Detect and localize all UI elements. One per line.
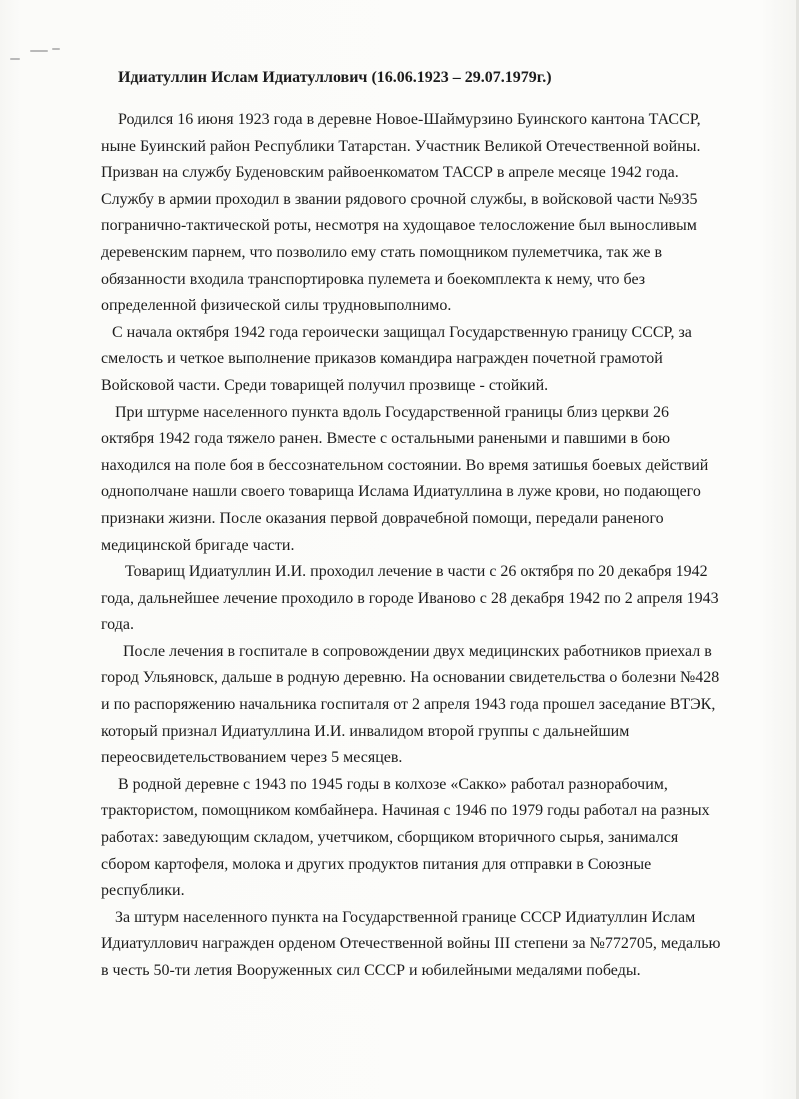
text-line: С начала октября 1942 года героически защищал Государственную границу СССР, за	[112, 323, 692, 341]
text-line: в честь 50-ти летия Вооруженных сил СССР и юбилейными медалями победы.	[101, 962, 641, 979]
text-line: При штурме населенного пункта вдоль Государственной границы близ церкви 26	[115, 403, 669, 421]
text-line: и по распоряжению начальника госпиталя от 2 апреля 1943 года прошел заседание ВТЭК,	[101, 696, 716, 714]
scan-smudge	[10, 58, 20, 60]
text-line: определенной физической силы трудновыполнимо.	[101, 297, 452, 315]
scan-smudge	[52, 48, 60, 50]
text-line: сбором картофеля, молока и других продуктов питания для отправки в Союзные	[101, 855, 652, 873]
text-line: года.	[101, 616, 134, 634]
text-line: который признал Идиатуллина И.И. инвалидом второй группы с дальнейшим	[101, 722, 630, 740]
text-line: медицинской бригаде части.	[101, 536, 295, 554]
text-line: В родной деревне с 1943 по 1945 годы в колхозе «Сакко» работал разнорабочим,	[118, 775, 668, 793]
text-line: однополчане нашли своего товарища Ислама Идиатуллина в луже крови, но подающего	[101, 483, 701, 501]
text-line: Призван на службу Буденовским райвоенкоматом ТАССР в апреле месяце 1942 года.	[101, 164, 679, 182]
text-line: смелость и четкое выполнение приказов командира награжден почетной грамотой	[101, 350, 663, 368]
text-line: Товарищ Идиатуллин И.И. проходил лечение в части с 26 октября по 20 декабря 1942	[125, 563, 708, 581]
document-title: Идиатуллин Ислам Идиатуллович (16.06.1923 – 29.07.1979г.)	[118, 69, 552, 86]
text-line: После лечения в госпитале в сопровождении двух медицинских работников приехал в	[123, 642, 712, 660]
text-line: переосвидетельствованием через 5 месяцев.	[101, 749, 403, 767]
text-line: город Ульяновск, дальше в родную деревню. На основании свидетельства о болезни №428	[101, 669, 720, 687]
text-line: признаки жизни. После оказания первой доврачебной помощи, передали раненого	[101, 509, 664, 527]
text-line: За штурм населенного пункта на Государственной границе СССР Идиатуллин Ислам	[115, 908, 696, 926]
text-line: работах: заведующим складом, учетчиком, сборщиком вторичного сырья, занимался	[101, 829, 679, 847]
text-line: октября 1942 года тяжело ранен. Вместе с остальными ранеными и павшими в бою	[101, 430, 671, 448]
text-line: Войсковой части. Среди товарищей получил прозвище - стойкий.	[101, 376, 549, 394]
text-line: республики.	[101, 882, 185, 900]
text-line: находился на поле боя в бессознательном состоянии. Во время затишья боевых действий	[101, 456, 709, 474]
text-line: ныне Буинский район Республики Татарстан. Участник Великой Отечественной войны.	[101, 137, 701, 155]
text-line: погранично-тактической роты, несмотря на худощавое телосложение был выносливым	[101, 217, 697, 235]
scan-smudge	[30, 50, 48, 52]
text-line: обязанности входила транспортировка пулемета и боекомплекта к нему, что без	[101, 270, 646, 288]
text-line: Идиатуллович награжден орденом Отечественной войны III степени за №772705, медалью	[101, 935, 721, 953]
text-line: Службу в армии проходил в звании рядового срочной службы, в войсковой части №935	[101, 190, 698, 208]
text-line: деревенским парнем, что позволило ему стать помощником пулеметчика, так же в	[101, 243, 663, 261]
text-line: трактористом, помощником комбайнера. Начиная с 1946 по 1979 годы работал на разных	[101, 802, 710, 820]
text-line: года, дальнейшее лечение проходило в городе Иваново с 28 декабря 1942 по 2 апреля 1943	[101, 589, 719, 607]
text-line: Родился 16 июня 1923 года в деревне Новое-Шаймурзино Буинского кантона ТАССР,	[118, 111, 701, 128]
document-body	[101, 107, 721, 985]
